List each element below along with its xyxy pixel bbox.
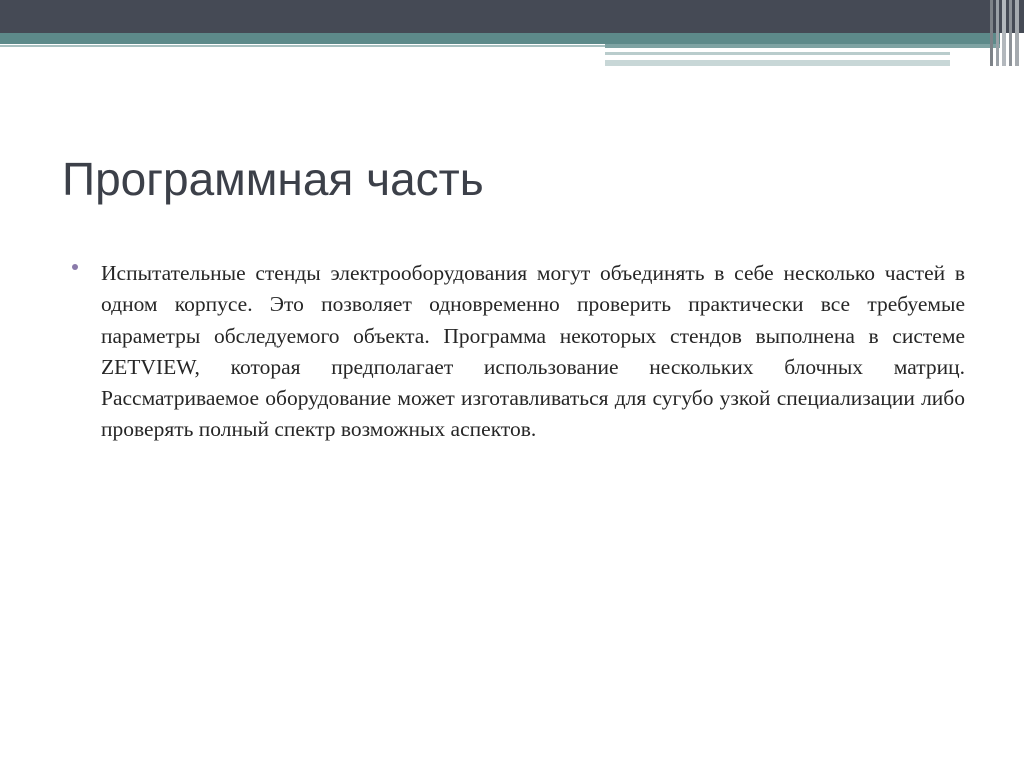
bullet-text: Испытательные стенды электрооборудования могут объединять в себе несколько частей в одном корпусе. Это позволяет одновременно проверить практически все требуемые параметры обследуемого объекта. Программа некоторых стендов выполнена в системе ZETVIEW, которая предполагает использование нескольких блочных матриц. Рассматриваемое оборудование может изготавливаться для сугубо узкой специализации либо проверять полный спектр возможных аспектов. [101,261,965,442]
top-header-band [0,0,1024,33]
edge-stripe [996,0,999,66]
accent-line-left [0,45,605,47]
accent-line-right-light [605,60,950,66]
edge-stripe [990,0,993,66]
edge-stripe [1015,0,1019,66]
accent-line-right [605,44,1000,48]
bullet-dot-icon [72,264,78,270]
edge-stripe [1009,0,1012,66]
edge-stripe [1002,0,1006,66]
top-accent-band [0,33,1000,44]
accent-line-right-thin [605,52,950,55]
slide-title: Программная часть [62,153,484,205]
